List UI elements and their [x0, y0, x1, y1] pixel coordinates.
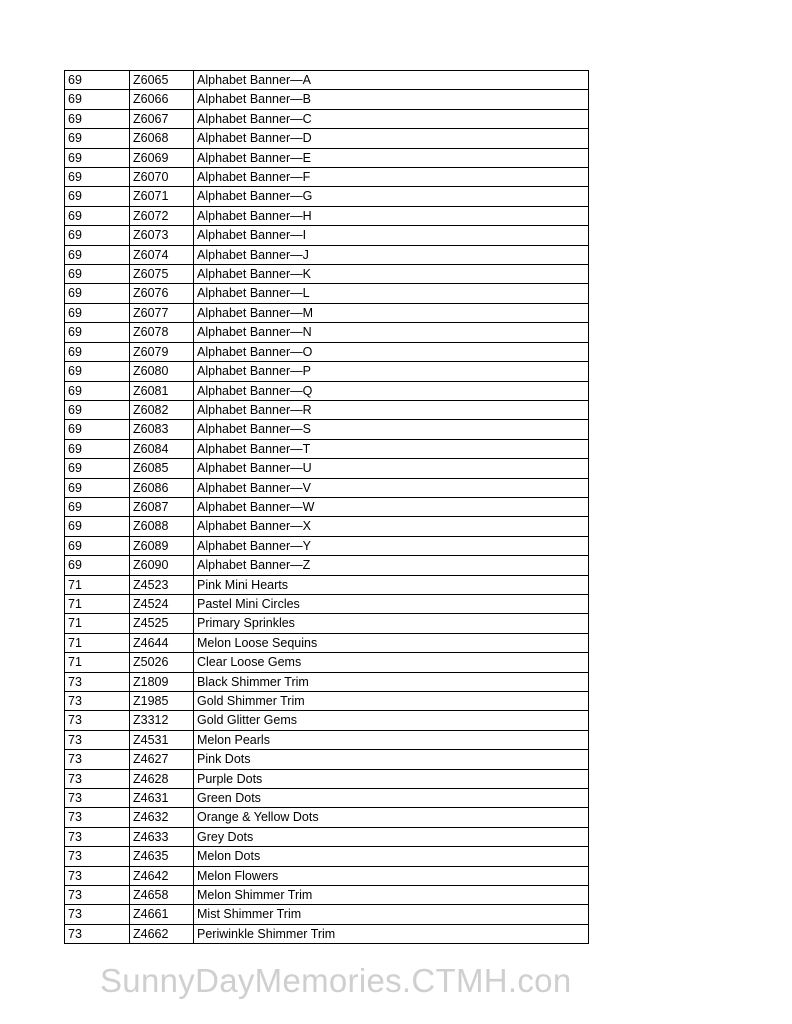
name-cell: Melon Loose Sequins	[194, 633, 589, 652]
table-row	[65, 750, 589, 769]
table-row	[65, 692, 589, 711]
product-grid	[64, 70, 589, 944]
code-cell: Z4627	[130, 750, 194, 769]
page-cell: 69	[65, 420, 130, 439]
page-cell: 69	[65, 439, 130, 458]
watermark: SunnyDayMemories.CTMH.con	[100, 962, 572, 999]
name-cell: Alphabet Banner—A	[194, 71, 589, 90]
name-cell: Alphabet Banner—Z	[194, 556, 589, 575]
code-cell: Z4632	[130, 808, 194, 827]
code-cell: Z6088	[130, 517, 194, 536]
name-cell: Pink Dots	[194, 750, 589, 769]
code-cell: Z6089	[130, 536, 194, 555]
name-cell: Alphabet Banner—J	[194, 245, 589, 264]
table-row	[65, 148, 589, 167]
page-cell: 71	[65, 594, 130, 613]
code-cell: Z6085	[130, 459, 194, 478]
code-cell: Z6076	[130, 284, 194, 303]
code-cell: Z1985	[130, 692, 194, 711]
name-cell: Alphabet Banner—O	[194, 342, 589, 361]
page-cell: 73	[65, 711, 130, 730]
name-cell: Pink Mini Hearts	[194, 575, 589, 594]
page-cell: 69	[65, 497, 130, 516]
page-cell: 69	[65, 71, 130, 90]
table-row	[65, 439, 589, 458]
table-row	[65, 71, 589, 90]
page-cell: 73	[65, 886, 130, 905]
name-cell: Melon Flowers	[194, 866, 589, 885]
page-cell: 69	[65, 459, 130, 478]
code-cell: Z4644	[130, 633, 194, 652]
code-cell: Z6068	[130, 129, 194, 148]
table-row	[65, 206, 589, 225]
code-cell: Z6080	[130, 362, 194, 381]
name-cell: Melon Shimmer Trim	[194, 886, 589, 905]
page-cell: 73	[65, 866, 130, 885]
table-row	[65, 265, 589, 284]
name-cell: Alphabet Banner—L	[194, 284, 589, 303]
code-cell: Z6086	[130, 478, 194, 497]
name-cell: Alphabet Banner—V	[194, 478, 589, 497]
table-row	[65, 827, 589, 846]
name-cell: Melon Dots	[194, 847, 589, 866]
code-cell: Z3312	[130, 711, 194, 730]
code-cell: Z4633	[130, 827, 194, 846]
page-cell: 69	[65, 381, 130, 400]
name-cell: Alphabet Banner—T	[194, 439, 589, 458]
table-row	[65, 245, 589, 264]
name-cell: Alphabet Banner—B	[194, 90, 589, 109]
code-cell: Z5026	[130, 653, 194, 672]
name-cell: Alphabet Banner—G	[194, 187, 589, 206]
page-cell: 71	[65, 575, 130, 594]
page-cell: 73	[65, 730, 130, 749]
name-cell: Gold Glitter Gems	[194, 711, 589, 730]
page-cell: 69	[65, 148, 130, 167]
page-cell: 69	[65, 400, 130, 419]
table-row	[65, 517, 589, 536]
product-table	[64, 70, 589, 944]
name-cell: Alphabet Banner—D	[194, 129, 589, 148]
table-row	[65, 168, 589, 187]
name-cell: Alphabet Banner—F	[194, 168, 589, 187]
name-cell: Alphabet Banner—M	[194, 303, 589, 322]
table-row	[65, 478, 589, 497]
page-cell: 73	[65, 789, 130, 808]
page-cell: 69	[65, 129, 130, 148]
page-cell: 69	[65, 556, 130, 575]
page-cell: 69	[65, 226, 130, 245]
code-cell: Z4628	[130, 769, 194, 788]
code-cell: Z4631	[130, 789, 194, 808]
page-cell: 69	[65, 245, 130, 264]
code-cell: Z6083	[130, 420, 194, 439]
name-cell: Gold Shimmer Trim	[194, 692, 589, 711]
code-cell: Z6073	[130, 226, 194, 245]
code-cell: Z4524	[130, 594, 194, 613]
code-cell: Z4658	[130, 886, 194, 905]
table-row	[65, 672, 589, 691]
page-cell: 69	[65, 206, 130, 225]
page-cell: 73	[65, 924, 130, 943]
code-cell: Z6079	[130, 342, 194, 361]
table-row	[65, 886, 589, 905]
page-cell: 69	[65, 109, 130, 128]
name-cell: Alphabet Banner—E	[194, 148, 589, 167]
name-cell: Grey Dots	[194, 827, 589, 846]
code-cell: Z6077	[130, 303, 194, 322]
table-row	[65, 769, 589, 788]
code-cell: Z6082	[130, 400, 194, 419]
code-cell: Z6072	[130, 206, 194, 225]
table-row	[65, 556, 589, 575]
code-cell: Z6075	[130, 265, 194, 284]
table-row	[65, 109, 589, 128]
table-row	[65, 497, 589, 516]
code-cell: Z6070	[130, 168, 194, 187]
name-cell: Alphabet Banner—Y	[194, 536, 589, 555]
name-cell: Alphabet Banner—K	[194, 265, 589, 284]
page-cell: 69	[65, 362, 130, 381]
table-row	[65, 633, 589, 652]
name-cell: Alphabet Banner—I	[194, 226, 589, 245]
page-cell: 69	[65, 536, 130, 555]
page-cell: 69	[65, 478, 130, 497]
name-cell: Purple Dots	[194, 769, 589, 788]
table-row	[65, 808, 589, 827]
code-cell: Z6090	[130, 556, 194, 575]
page-cell: 69	[65, 187, 130, 206]
name-cell: Pastel Mini Circles	[194, 594, 589, 613]
page-cell: 73	[65, 692, 130, 711]
table-row	[65, 303, 589, 322]
code-cell: Z4662	[130, 924, 194, 943]
code-cell: Z6084	[130, 439, 194, 458]
name-cell: Green Dots	[194, 789, 589, 808]
table-row	[65, 381, 589, 400]
table-row	[65, 575, 589, 594]
name-cell: Melon Pearls	[194, 730, 589, 749]
table-row	[65, 789, 589, 808]
code-cell: Z4635	[130, 847, 194, 866]
name-cell: Black Shimmer Trim	[194, 672, 589, 691]
page-cell: 69	[65, 323, 130, 342]
code-cell: Z6074	[130, 245, 194, 264]
code-cell: Z4531	[130, 730, 194, 749]
name-cell: Primary Sprinkles	[194, 614, 589, 633]
name-cell: Mist Shimmer Trim	[194, 905, 589, 924]
table-body	[65, 71, 589, 944]
code-cell: Z6071	[130, 187, 194, 206]
code-cell: Z4525	[130, 614, 194, 633]
table-row	[65, 459, 589, 478]
page-cell: 69	[65, 303, 130, 322]
page-cell: 73	[65, 750, 130, 769]
table-row	[65, 342, 589, 361]
name-cell: Clear Loose Gems	[194, 653, 589, 672]
name-cell: Alphabet Banner—Q	[194, 381, 589, 400]
table-row	[65, 711, 589, 730]
name-cell: Alphabet Banner—R	[194, 400, 589, 419]
code-cell: Z4523	[130, 575, 194, 594]
code-cell: Z6078	[130, 323, 194, 342]
table-row	[65, 284, 589, 303]
page-cell: 73	[65, 847, 130, 866]
table-row	[65, 536, 589, 555]
table-row	[65, 594, 589, 613]
name-cell: Alphabet Banner—W	[194, 497, 589, 516]
page-cell: 69	[65, 265, 130, 284]
code-cell: Z6087	[130, 497, 194, 516]
table-row	[65, 187, 589, 206]
table-row	[65, 323, 589, 342]
page-cell: 71	[65, 653, 130, 672]
page-cell: 73	[65, 827, 130, 846]
page-cell: 73	[65, 905, 130, 924]
code-cell: Z6065	[130, 71, 194, 90]
page-cell: 69	[65, 168, 130, 187]
code-cell: Z4642	[130, 866, 194, 885]
page-cell: 71	[65, 614, 130, 633]
code-cell: Z6081	[130, 381, 194, 400]
page-cell: 69	[65, 342, 130, 361]
page-cell: 73	[65, 672, 130, 691]
code-cell: Z6066	[130, 90, 194, 109]
table-row	[65, 400, 589, 419]
name-cell: Alphabet Banner—H	[194, 206, 589, 225]
table-row	[65, 653, 589, 672]
page-cell: 73	[65, 769, 130, 788]
table-row	[65, 730, 589, 749]
table-row	[65, 226, 589, 245]
page-cell: 69	[65, 517, 130, 536]
code-cell: Z6069	[130, 148, 194, 167]
code-cell: Z1809	[130, 672, 194, 691]
name-cell: Alphabet Banner—U	[194, 459, 589, 478]
table-row	[65, 362, 589, 381]
table-row	[65, 129, 589, 148]
code-cell: Z6067	[130, 109, 194, 128]
name-cell: Alphabet Banner—S	[194, 420, 589, 439]
code-cell: Z4661	[130, 905, 194, 924]
page-cell: 71	[65, 633, 130, 652]
table-row	[65, 420, 589, 439]
table-row	[65, 866, 589, 885]
table-row	[65, 847, 589, 866]
name-cell: Alphabet Banner—P	[194, 362, 589, 381]
name-cell: Periwinkle Shimmer Trim	[194, 924, 589, 943]
page-cell: 69	[65, 90, 130, 109]
name-cell: Alphabet Banner—C	[194, 109, 589, 128]
name-cell: Alphabet Banner—N	[194, 323, 589, 342]
table-row	[65, 905, 589, 924]
name-cell: Orange & Yellow Dots	[194, 808, 589, 827]
page-cell: 69	[65, 284, 130, 303]
table-row	[65, 614, 589, 633]
table-row	[65, 924, 589, 943]
page-cell: 73	[65, 808, 130, 827]
table-row	[65, 90, 589, 109]
name-cell: Alphabet Banner—X	[194, 517, 589, 536]
